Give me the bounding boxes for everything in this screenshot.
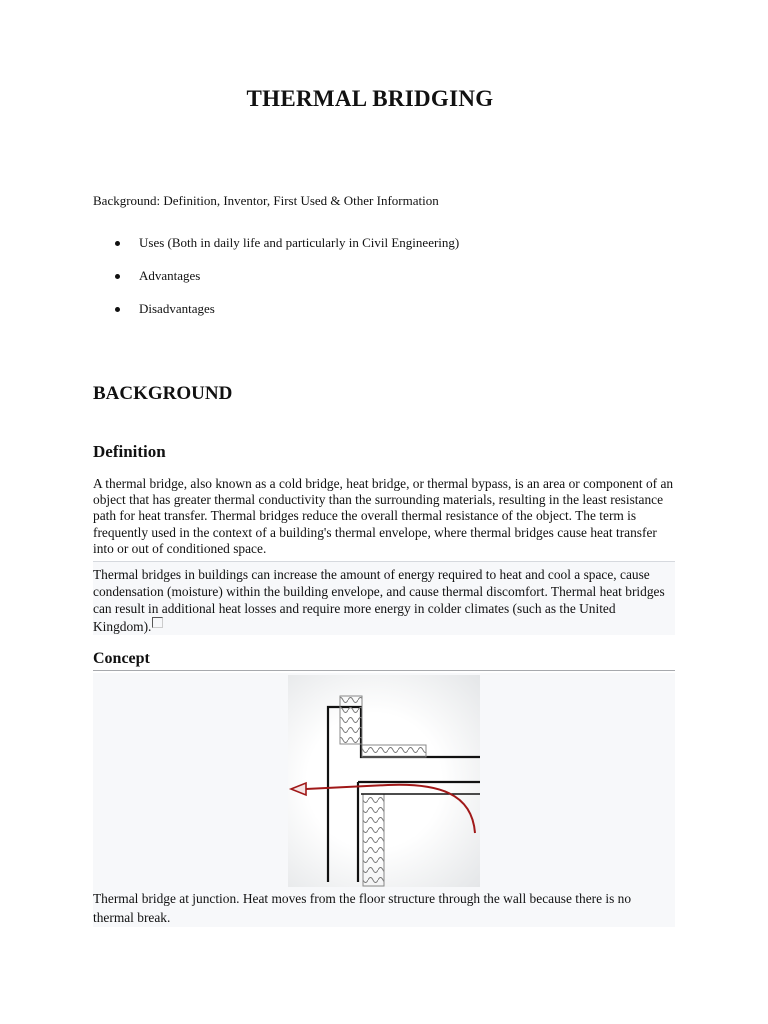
list-item: Disadvantages [93, 301, 459, 334]
background-heading: BACKGROUND [93, 383, 233, 404]
insulation-lower [363, 794, 384, 886]
insulation-upper [340, 696, 362, 744]
thermal-bridge-svg [288, 675, 480, 887]
definition-heading: Definition [93, 442, 166, 461]
list-item: Uses (Both in daily life and particularly in Civil Engineering) [93, 235, 459, 268]
definition-paragraph-2 [93, 561, 675, 635]
topic-list [93, 235, 459, 334]
insulation-horizontal [362, 745, 426, 757]
figure-caption: Thermal bridge at junction. Heat moves from the floor structure through the wall because there is no thermal break. [93, 891, 632, 925]
arrow-head-icon [291, 783, 306, 795]
paragraph-text: Thermal bridges in buildings can increase the amount of energy required to heat and cool a space, cause condensation (moisture) within the building envelope, and cause thermal discomfort. Thermal heat bridges can result in additional heat losses and require more energy in colder climates (such as the United Kingdom). [93, 567, 665, 634]
figure-panel [93, 673, 675, 927]
heat-flow-arrow [306, 785, 475, 833]
reference-box-icon [152, 617, 163, 628]
concept-heading: Concept [93, 650, 675, 671]
intro-line: Background: Definition, Inventor, First Used & Other Information [93, 193, 439, 208]
list-item: Advantages [93, 268, 459, 301]
thermal-bridge-diagram [288, 675, 480, 887]
definition-paragraph: A thermal bridge, also known as a cold bridge, heat bridge, or thermal bypass, is an area or component of an object that has greater thermal conductivity than the surrounding materials, resulting in the least resistance path for heat transfer. Thermal bridges reduce the overall thermal resistance of the object. The term is frequently used in the context of a building's thermal envelope, where thermal bridges cause heat transfer into or out of conditioned space. [93, 476, 674, 556]
page-title: THERMAL BRIDGING [246, 86, 494, 111]
